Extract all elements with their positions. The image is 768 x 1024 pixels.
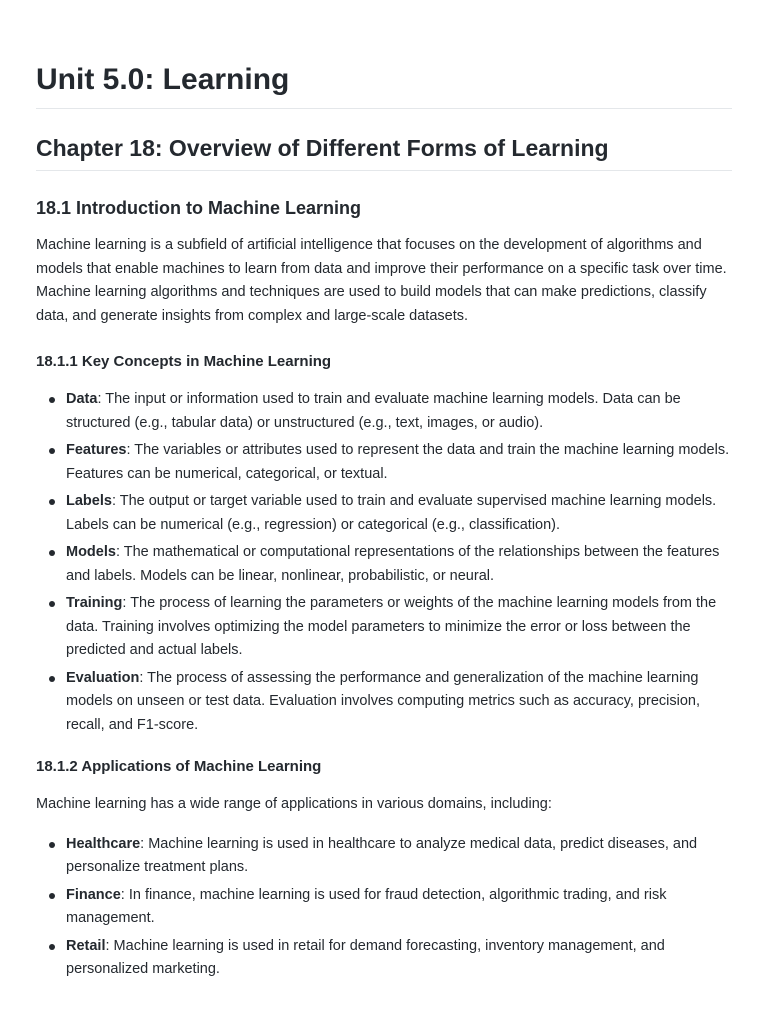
list-item: [66, 667, 732, 738]
chapter-title: Chapter 18: Overview of Different Forms of Learning: [36, 109, 732, 171]
list-item-term: Labels: [66, 493, 112, 509]
list-item-term: Features: [66, 442, 127, 458]
list-item-term: Data: [66, 391, 98, 407]
list-item-text: : The input or information used to train and evaluate machine learning models. Data can be structured (e.g., tabular data) or unstructured (e.g., text, images, or audio).: [66, 391, 681, 431]
list-item: [66, 833, 732, 880]
section-paragraph: Machine learning is a subfield of artificial intelligence that focuses on the development of algorithms and models that enable machines to learn from data and improve their performance on a specific task over time. Machine learning algorithms and techniques are used to build models that can make predictions, classify data, and generate insights from complex and large-scale datasets.: [36, 237, 727, 324]
list-item-text: : The mathematical or computational representations of the relationships between the features and labels. Models can be linear, nonlinear, probabilistic, or neural.: [66, 544, 720, 584]
list-item-text: : The process of assessing the performance and generalization of the machine learning models on unseen or test data. Evaluation involves computing metrics such as accuracy, precision, recall, and F1-score.: [66, 669, 701, 733]
list-item-term: Models: [66, 544, 116, 560]
list-item: [66, 935, 732, 982]
list-item-term: Finance: [66, 886, 121, 903]
list-item-text: : In finance, machine learning is used for fraud detection, algorithmic trading, and risk management.: [66, 886, 667, 926]
list-item-text: : The variables or attributes used to represent the data and train the machine learning models. Features can be numerical, categorical, or textual.: [66, 442, 730, 482]
list-item-text: : Machine learning is used in retail for demand forecasting, inventory management, and personalized marketing.: [66, 937, 665, 977]
key-concepts-title: 18.1.1 Key Concepts in Machine Learning: [36, 353, 332, 370]
section-title: 18.1 Introduction to Machine Learning: [36, 198, 362, 218]
list-item: [66, 439, 732, 486]
applications-intro: Machine learning has a wide range of applications in various domains, including:: [36, 796, 552, 812]
list-item-text: : The output or target variable used to train and evaluate supervised machine learning models. Labels can be numerical (e.g., regression) or categorical (e.g., classification).: [66, 493, 717, 533]
list-item: [66, 388, 732, 435]
applications-list: [36, 833, 732, 982]
key-concepts-list: [36, 388, 732, 737]
list-item-term: Training: [66, 595, 123, 611]
list-item-term: Retail: [66, 937, 106, 954]
applications-title: 18.1.2 Applications of Machine Learning: [36, 758, 322, 775]
list-item-text: : The process of learning the parameters or weights of the machine learning models from the data. Training involves optimizing the model parameters to minimize the error or loss between the predicted and actual labels.: [66, 595, 717, 658]
list-item: [66, 490, 732, 537]
unit-title: Unit 5.0: Learning: [36, 0, 732, 109]
list-item: [66, 592, 732, 663]
list-item-term: Evaluation: [66, 669, 140, 686]
list-item-text: : Machine learning is used in healthcare to analyze medical data, predict diseases, and personalize treatment plans.: [66, 835, 698, 875]
list-item-term: Healthcare: [66, 835, 141, 852]
list-item: [66, 541, 732, 588]
list-item: [66, 884, 732, 931]
